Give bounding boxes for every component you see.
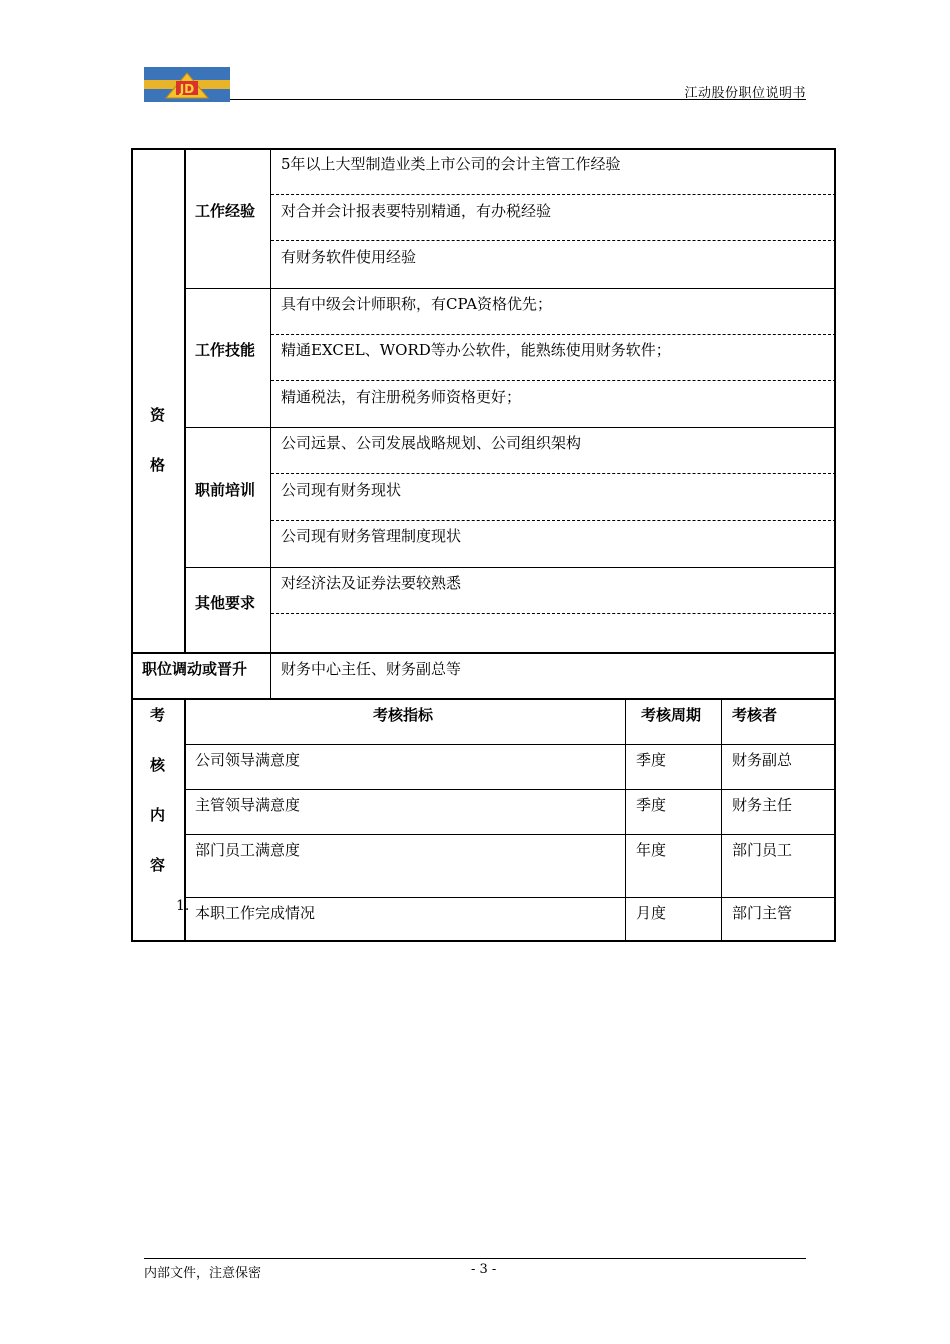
other-item: 对经济法及证券法要较熟悉 [281, 574, 462, 592]
logo-icon [144, 67, 230, 102]
training-item: 公司现有财务管理制度现状 [281, 527, 462, 545]
row-indicator: 公司领导满意度 [195, 751, 301, 769]
experience-item: 对合并会计报表要特别精通，有办税经验 [281, 202, 552, 220]
transfer-value: 财务中心主任、财务副总等 [281, 660, 462, 678]
row-assessor: 财务副总 [732, 751, 793, 769]
header-indicator: 考核指标 [373, 706, 434, 724]
row-indicator: 部门员工满意度 [195, 841, 301, 859]
row-period: 月度 [636, 904, 667, 922]
skills-item: 具有中级会计师职称，有CPA资格优先； [281, 295, 553, 313]
transfer-row [131, 653, 836, 699]
header-assessor: 考核者 [732, 706, 778, 724]
svg-text:JD: JD [179, 82, 195, 96]
row-period: 季度 [636, 796, 667, 814]
skills-item: 精通EXCEL、WORD等办公软件，能熟练使用财务软件； [281, 341, 671, 359]
training-item: 公司现有财务现状 [281, 481, 402, 499]
row-number: 1. [176, 898, 190, 914]
doc-title: 江动股份职位说明书 [684, 86, 806, 101]
row-indicator: 本职工作完成情况 [195, 904, 316, 922]
page-number: - 3 - [471, 1262, 497, 1277]
assessment-label-3: 内 [150, 806, 166, 824]
group-label-skills: 工作技能 [195, 341, 256, 359]
group-label-training: 职前培训 [195, 481, 256, 499]
qualifications-label-2: 格 [150, 456, 166, 474]
skills-item: 精通税法，有注册税务师资格更好； [281, 388, 522, 406]
row-assessor: 财务主任 [732, 796, 793, 814]
row-assessor: 部门主管 [732, 904, 793, 922]
experience-item: 5年以上大型制造业类上市公司的会计主管工作经验 [281, 155, 621, 173]
footer-rule [144, 1258, 806, 1259]
group-label-other: 其他要求 [195, 594, 256, 612]
qualifications-section [131, 148, 836, 653]
header-period: 考核周期 [641, 706, 702, 724]
row-assessor: 部门员工 [732, 841, 793, 859]
assessment-label-4: 容 [150, 856, 166, 874]
assessment-label-1: 考 [150, 706, 166, 724]
company-logo [144, 67, 230, 102]
transfer-label: 职位调动或晋升 [142, 660, 248, 678]
footer-confidential: 内部文件，注意保密 [144, 1266, 262, 1281]
header-rule [230, 99, 806, 100]
row-period: 季度 [636, 751, 667, 769]
assessment-section [131, 699, 836, 942]
training-item: 公司远景、公司发展战略规划、公司组织架构 [281, 434, 582, 452]
row-indicator: 主管领导满意度 [195, 796, 301, 814]
experience-item: 有财务软件使用经验 [281, 248, 417, 266]
assessment-label-2: 核 [150, 756, 166, 774]
qualifications-label-1: 资 [150, 406, 166, 424]
group-label-experience: 工作经验 [195, 202, 256, 220]
row-period: 年度 [636, 841, 667, 859]
